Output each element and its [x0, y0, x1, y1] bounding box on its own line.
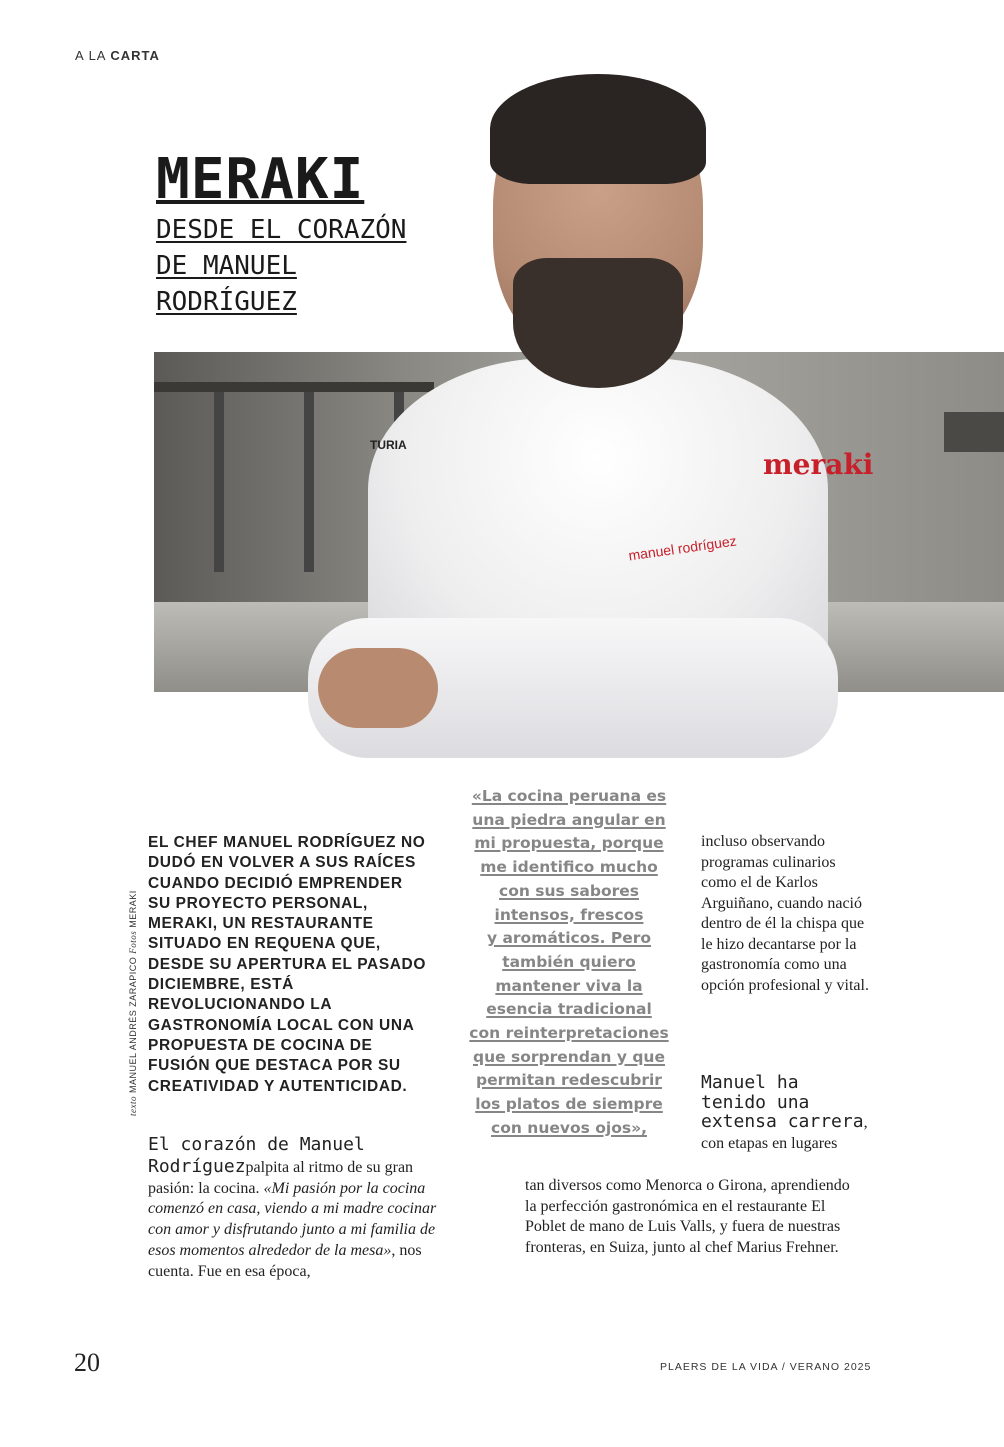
pullquote-line: mi propuesta, porque [474, 834, 664, 853]
article-lead: EL CHEF MANUEL RODRÍGUEZ NO DUDÓ EN VOLVER A SUS RAÍCES CUANDO DECIDIÓ EMPRENDER SU PROYECTO PERSONAL, MERAKI, UN RESTAURANTE SITUADO EN REQUENA QUE, DESDE SU APERTURA EL PASADO DICIEMBRE, ESTÁ REVOLUCIONANDO LA GASTRONOMÍA LOCAL CON UNA PROPUESTA DE COCINA DE FUSIÓN QUE DESTACA POR SU CREATIVIDAD Y AUTENTICIDAD. [148, 834, 427, 1095]
pullquote-line: y aromáticos. Pero [486, 929, 652, 948]
paragraph-text: , nos cuenta. Fue en esa época, [148, 1241, 422, 1280]
section-label [75, 48, 160, 63]
pullquote [456, 785, 682, 1141]
subtitle-line: DE MANUEL [156, 251, 297, 281]
article-subtitle [156, 212, 456, 320]
byline-photo-label: Fotos [128, 930, 138, 954]
pullquote-line: me identifico mucho [480, 858, 658, 877]
body-paragraph-heart [148, 1135, 458, 1283]
chef-hair [490, 74, 706, 184]
pullquote-line: con reinterpretaciones [469, 1024, 669, 1043]
pullquote-line: intensos, frescos [494, 905, 644, 924]
byline-text-author: MANUEL ANDRÉS ZARAPICO [128, 956, 138, 1093]
turia-logo: TURIA [370, 438, 407, 452]
pullquote-line: esencia tradicional [486, 1000, 652, 1019]
body-text-career-continued: tan diversos como Menorca o Girona, aprendiendo la perfección gastronómica en el restaurante El Poblet de mano de Luis Valls, y fuera de nuestras fronteras, en Suiza, junto al chef Marius Frehner. [525, 1177, 850, 1256]
publication-footer: PLAERS DE LA VIDA / VERANO 2025 [660, 1361, 872, 1373]
pullquote-line: los platos de siempre [475, 1095, 663, 1114]
pullquote-line: «La cocina peruana es [471, 787, 667, 805]
pullquote-line: también quiero [502, 952, 636, 971]
chef-beard [513, 258, 683, 388]
paragraph-text: palpita al ritmo de su gran pasión: la cocina. [148, 1158, 414, 1197]
byline-text-label: texto [128, 1096, 138, 1116]
pullquote-line: mantener viva la [495, 976, 643, 995]
meraki-logo: meraki [763, 448, 874, 481]
wall-panel [944, 412, 1004, 452]
chef-hand [318, 648, 438, 728]
pullquote-line: una piedra angular en [472, 810, 666, 829]
subtitle-line: RODRÍGUEZ [156, 287, 297, 317]
subtitle-line: DESDE EL CORAZÓN [156, 215, 407, 245]
byline [128, 890, 138, 1116]
byline-photo-author: MERAKI [128, 890, 138, 928]
pullquote-line: con nuevos ojos», [491, 1118, 647, 1137]
chef-portrait [308, 78, 874, 758]
paragraph-intro: El corazón de Manuel Rodríguez [148, 1134, 365, 1177]
section-name: CARTA [110, 48, 160, 63]
page-number: 20 [74, 1348, 100, 1377]
pullquote-line: permitan redescubrir [476, 1071, 662, 1090]
kitchen-utensil [214, 392, 224, 572]
pullquote-line: con sus sabores [499, 881, 639, 900]
pullquote-line: que sorprendan y que [473, 1047, 665, 1066]
body-text-right-column: incluso observando programas culinarios como el de Karlos Arguiñano, cuando nació dentro de él la chispa que le hizo decantarse por la gastronomía como una opción profesional y vital. [701, 833, 869, 994]
paragraph-intro: Manuel ha tenido una extensa carrera [701, 1072, 864, 1132]
body-paragraph-career [701, 1073, 871, 1153]
paragraph-quote: «Mi pasión por la cocina comenzó en casa, viendo a mi madre cocinar con amor y disfrutando junto a mi familia de esos momentos alrededor de la mesa» [148, 1179, 437, 1259]
paragraph-text: , con etapas en lugares [701, 1114, 868, 1152]
article-title: MERAKI [156, 147, 365, 212]
jacket-embroidery: manuel rodríguez [627, 532, 738, 564]
section-prefix: A LA [75, 48, 106, 63]
